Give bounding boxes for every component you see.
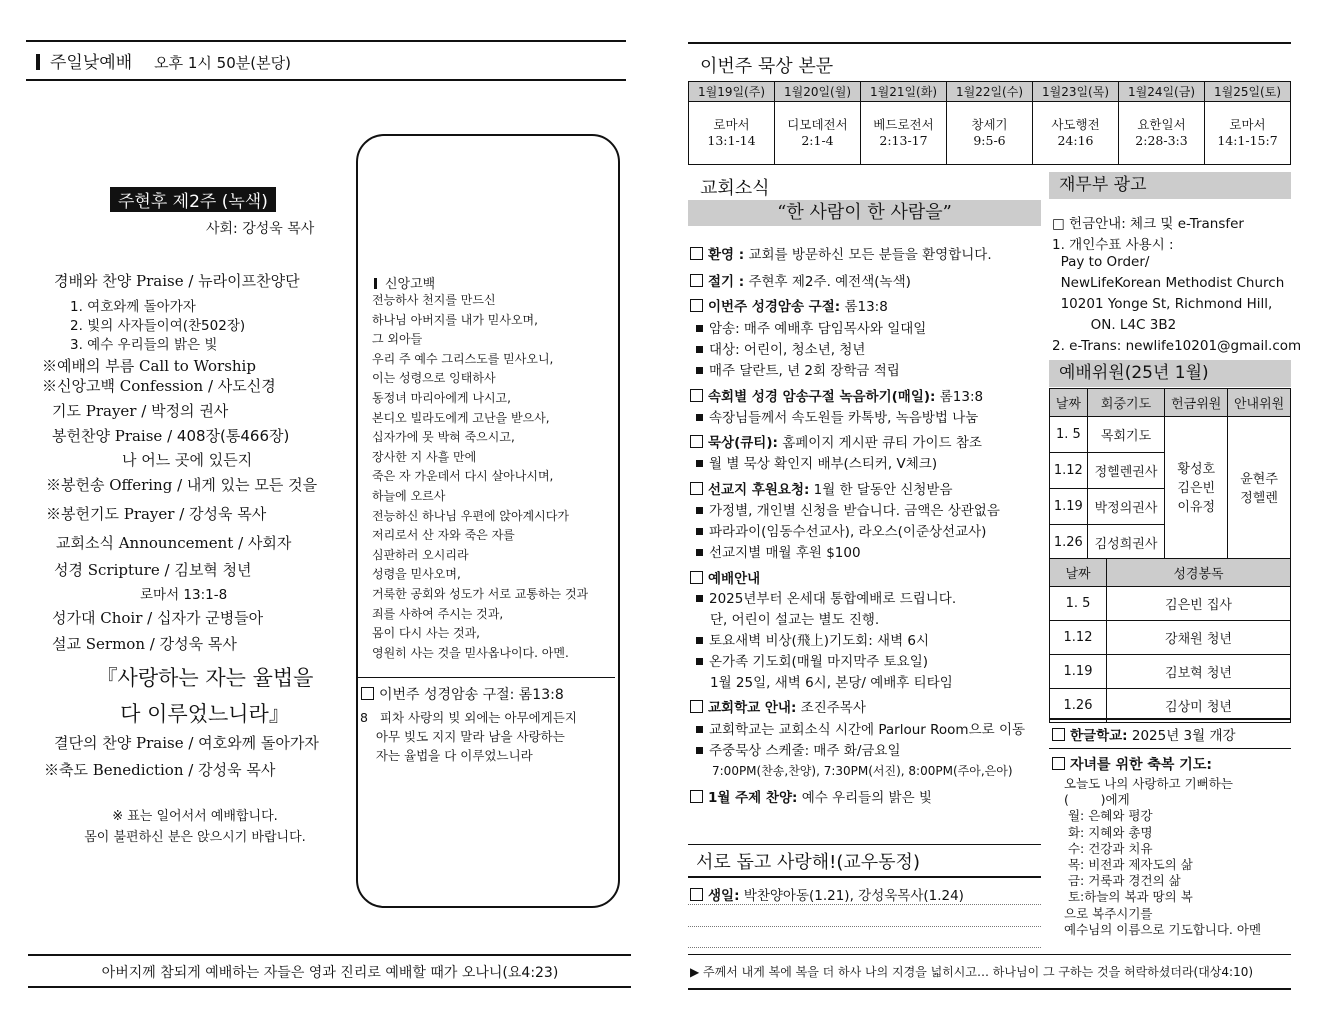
meditation-book: 베드로전서 [873,117,934,132]
header-rule [26,79,626,81]
checkbox-icon [690,790,703,803]
reader-date: 1.12 [1050,621,1107,655]
dotted-line [688,947,1041,948]
finance-line: 1. 개인수표 사용시 : [1052,237,1174,253]
prayer-title: 자녀를 위한 축복 기도: [1052,754,1212,774]
news-item: 절기 : 주현후 제2주. 예전색(녹색) [690,270,911,290]
meditation-verse: 2:28-3:3 [1135,133,1188,148]
news-item: 이번주 성경암송 구절: 롬13:8 [690,295,888,315]
verse-line: 8 피차 사랑의 빚 외에는 아무에게든지 [360,710,577,725]
presider: 사회: 강성욱 목사 [206,221,315,237]
reader-name: 김보혁 청년 [1107,655,1291,689]
meditation-day: 1월21일(화) [861,82,947,102]
bullet-icon [696,658,703,665]
order-item: 기도 Prayer / 박정의 권사 [52,402,229,420]
meditation-book: 사도행전 [1051,117,1100,132]
prayer-line: ( )에게 [1064,792,1130,808]
news-sub: 암송: 매주 예배후 담임목사와 일대일 [690,317,926,337]
finance-line: 2. e-Trans: newlife10201@gmail.com [1052,338,1302,354]
finance-line: ON. L4C 3B2 [1052,317,1177,333]
creed-line: 심판하러 오시리라 [372,547,469,562]
order-item: ※봉헌송 Offering / 내게 있는 모든 것을 [46,476,318,494]
stand-note-line: 몸이 불편하신 분은 앉으시기 바랍니다. [84,830,306,845]
meditation-day: 1월25일(토) [1205,82,1291,102]
meditation-title: 이번주 묵상 본문 [700,56,834,77]
creed-line: 저리로서 산 자와 죽은 자를 [372,528,515,543]
staff-header: 회중기도 [1087,389,1165,417]
meditation-ref [689,102,775,165]
order-item: 교회소식 Announcement / 사회자 [56,534,292,552]
reader-name: 김은빈 집사 [1107,587,1291,621]
staff-header: 헌금위원 [1165,389,1228,417]
checkbox-icon [690,299,703,312]
order-item: 경배와 찬양 Praise / 뉴라이프찬양단 [54,272,300,290]
prayer-text [1064,776,1294,938]
creed-line: 우리 주 예수 그리스도를 믿사오니, [372,351,554,366]
checkbox-icon [690,435,703,448]
reader-name: 김상미 청년 [1107,689,1291,723]
news-sub: 토요새벽 비상(飛上)기도회: 새벽 6시 [690,629,929,649]
prayer-line: 수: 건강과 치유 [1064,840,1153,856]
creed-bar [374,278,377,289]
fellowship-title: 서로 돕고 사랑해!(교우동정) [696,852,920,873]
bullet-icon [696,726,703,733]
hangul-school: 한글학교: 2025년 3월 개강 [1052,724,1236,744]
meditation-ref [775,102,861,165]
prayer-line: 토:하늘의 복과 땅의 복 [1064,889,1193,905]
reader-name: 강채원 청년 [1107,621,1291,655]
news-sub: 매주 달란트, 년 2회 장학금 적립 [690,359,900,379]
fellowship-rule-top [688,844,1041,845]
meditation-verse: 14:1-15:7 [1217,133,1278,148]
creed-line: 동정녀 마리아에게 나시고, [372,390,511,405]
meditation-day: 1월20일(월) [775,82,861,102]
news-sub: 파라과이(임동수선교사), 라오스(이준상선교사) [690,520,986,540]
staff-date: 1.26 [1050,525,1088,561]
staff-prayer: 목회기도 [1087,417,1165,453]
worship-header [36,48,291,73]
news-item: 1월 주제 찬양: 예수 우리들의 밝은 빛 [690,786,932,806]
news-item: 속회별 성경 암송구절 녹음하기(매일): 롬13:8 [690,385,983,405]
order-item: 2. 빛의 사자들이여(찬502장) [70,318,246,334]
meditation-verse: 13:1-14 [707,133,756,148]
bullet-icon [696,549,703,556]
order-item: 설교 Sermon / 강성욱 목사 [52,635,237,653]
creed-line: 그 외아들 [372,332,423,347]
creed-line: 몸이 다시 사는 것과, [372,626,480,641]
worship-title: 주일낮예배 [50,53,133,73]
meditation-day: 1월24일(금) [1119,82,1205,102]
prayer-line: 목: 비전과 제자도의 삶 [1064,857,1193,873]
staff-table [1049,388,1291,561]
order-item: 1. 여호와께 돌아가자 [70,299,196,315]
order-item: 성가대 Choir / 십자가 군병들아 [52,609,264,627]
news-item: 교회학교 안내: 조진주목사 [690,696,866,716]
staff-header: 안내위원 [1228,389,1291,417]
meditation-book: 디모데전서 [787,117,848,132]
footer-rule-top [28,954,631,956]
finance-line: NewLifeKorean Methodist Church [1052,275,1285,291]
news-sub: 단, 어린이 설교는 별도 진행. [710,612,880,628]
checkbox-icon [690,571,703,584]
order-item: ※축도 Benediction / 강성욱 목사 [44,761,276,779]
creed-line: 전능하사 천지를 만드신 [372,293,496,307]
finance-line: □ 헌금안내: 체크 및 e-Transfer [1052,216,1244,232]
creed-line: 십자가에 못 박혀 죽으시고, [372,430,515,445]
bullet-icon [696,747,703,754]
order-item: ※봉헌기도 Prayer / 강성욱 목사 [46,505,267,523]
creed-title: 신앙고백 [374,273,435,292]
order-item: 성경 Scripture / 김보혁 청년 [54,561,252,579]
staff-header: 날짜 [1050,389,1088,417]
news-sub: 대상: 어린이, 청소년, 청년 [690,338,865,358]
stand-note-line: ※ 표는 일어서서 예배합니다. [112,809,278,824]
worship-time: 오후 1시 50분(본당) [154,54,291,72]
staff-date: 1. 5 [1050,417,1088,453]
checkbox-icon [690,888,703,901]
staff-prayer: 정헬렌권사 [1087,453,1165,489]
checkbox-icon [1052,757,1065,770]
meditation-day: 1월23일(목) [1033,82,1119,102]
checkbox-icon [361,687,374,700]
bullet-icon [696,325,703,332]
news-sub: 가정별, 개인별 신청을 받습니다. 금액은 상관없음 [690,499,1000,519]
prayer-line: 화: 지혜와 총명 [1064,824,1153,840]
news-sub: 월 별 묵상 확인지 배부(스티커, V체크) [690,452,937,472]
bullet-icon [696,507,703,514]
birthday: 생일: 박찬양아동(1.21), 강성욱목사(1.24) [690,884,964,904]
news-sub: 속장님들께서 속도원들 카톡방, 녹음방법 나눔 [690,406,978,426]
news-title: 교회소식 [700,178,770,199]
prayer-line: 으로 복주시기를 [1064,905,1153,921]
prayer-line: 예수님의 이름으로 기도합니다. 아멘 [1064,921,1262,937]
season-badge: 주현후 제2주 (녹색) [110,187,276,212]
creed-text [372,291,612,663]
right-footer-rule-top [688,954,1291,955]
checkbox-icon [690,482,703,495]
meditation-book: 로마서 [713,117,750,132]
meditation-day: 1월19일(주) [689,82,775,102]
meditation-verse: 2:1-4 [801,133,834,148]
sermon-title-line: 『사랑하는 자는 율법을 [96,666,314,690]
news-sub: 2025년부터 온세대 통합예배로 드립니다. [690,587,956,607]
readers-header: 성경봉독 [1107,559,1291,587]
news-item: 예배안내 [690,567,760,587]
readers-table [1049,558,1291,723]
prayer-line: 금: 거룩과 경건의 삶 [1064,873,1181,889]
creed-line: 본디오 빌라도에게 고난을 받으사, [372,410,550,425]
creed-divider [357,677,615,678]
creed-line: 죽은 자 가운데서 다시 살아나시며, [372,469,554,484]
news-sub: 주중묵상 스케줄: 매주 화/금요일 [690,739,901,759]
creed-line: 영원히 사는 것을 믿사옵나이다. 아멘. [372,645,569,660]
stand-note [40,806,350,848]
news-item: 묵상(큐티): 홈페이지 게시판 큐티 가이드 참조 [690,431,982,451]
bullet-icon [696,528,703,535]
order-item: 로마서 13:1-8 [140,587,228,603]
staff-date: 1.12 [1050,453,1088,489]
creed-line: 장사한 지 사흘 만에 [372,449,477,464]
creed-line: 하나님 아버지를 내가 믿사오며, [372,312,538,327]
reader-date: 1.26 [1050,689,1107,723]
creed-line: 거룩한 공회와 성도가 서로 교통하는 것과 [372,586,589,601]
news-sub: 교회학교는 교회소식 시간에 Parlour Room으로 이동 [690,718,1025,738]
creed-line: 전능하신 하나님 우편에 앉아계시다가 [372,508,569,523]
creed-line: 성령을 믿사오며, [372,567,461,582]
verse-text [360,708,610,765]
meditation-ref [947,102,1033,165]
dotted-line [688,904,1041,905]
sermon-title-line: 다 이루었느니라』 [120,702,290,726]
checkbox-icon [1052,728,1065,741]
finance-line: Pay to Order/ [1052,254,1150,270]
footer-rule-bottom [28,986,631,988]
right-footer-rule-bottom [688,988,1291,990]
bullet-icon [696,460,703,467]
right-top-rule [688,42,1291,44]
footer-verse-right: ▶ 주께서 내게 복에 복을 더 하사 나의 지경을 넓히시고… 하나님이 그 구하는 것을 허락하셨더라(대상4:10) [690,965,1254,979]
staff-prayer: 김성희권사 [1087,525,1165,561]
bullet-icon [696,414,703,421]
verse-line: 아무 빚도 지지 말라 남을 사랑하는 [360,729,565,744]
meditation-day: 1월22일(수) [947,82,1033,102]
news-item: 선교지 후원요청: 1월 한 달동안 신청받음 [690,478,953,498]
reader-date: 1. 5 [1050,587,1107,621]
top-rule [26,40,626,42]
offering-team: 황성호 김은빈 이유정 [1165,417,1228,561]
staff-prayer: 박정의권사 [1087,489,1165,525]
order-item: 결단의 찬양 Praise / 여호와께 돌아가자 [54,734,319,752]
news-sub: 7:00PM(찬송,찬양), 7:30PM(서진), 8:00PM(주아,은아) [712,764,1013,778]
bullet-icon [696,346,703,353]
checkbox-icon [690,700,703,713]
checkbox-icon [690,247,703,260]
bullet-icon [696,637,703,644]
news-item: 환영 : 교회를 방문하신 모든 분들을 환영합니다. [690,243,992,263]
verse-title: 이번주 성경암송 구절: 롬13:8 [361,684,564,704]
order-item: ※예배의 부름 Call to Worship [42,357,256,375]
meditation-book: 창세기 [971,117,1008,132]
hangul-rule [1049,718,1291,720]
header-bar [36,54,40,70]
checkbox-icon [690,274,703,287]
bullet-icon [696,367,703,374]
finance-line: 10201 Yonge St, Richmond Hill, [1052,296,1273,312]
checkbox-icon [690,389,703,402]
creed-line: 하늘에 오르사 [372,488,446,503]
news-sub: 1월 25일, 새벽 6시, 본당/ 예배후 티타임 [710,675,953,691]
staff-date: 1.19 [1050,489,1088,525]
finance-title: 재무부 광고 [1049,172,1291,199]
sermon-title [60,660,350,732]
order-item: 3. 예수 우리들의 밝은 빛 [70,337,218,353]
footer-verse: 아버지께 참되게 예배하는 자들은 영과 진리로 예배할 때가 오나니(요4:23) [101,965,559,981]
news-sub: 온가족 기도회(매월 마지막주 토요일) [690,650,928,670]
meditation-ref [1205,102,1291,165]
prayer-line: 월: 은혜와 평강 [1064,808,1153,824]
reader-date: 1.19 [1050,655,1107,689]
meditation-verse: 2:13-17 [879,133,928,148]
bullet-icon [696,595,703,602]
meditation-book: 로마서 [1229,117,1266,132]
readers-header: 날짜 [1050,559,1107,587]
news-theme: “한 사람이 한 사람을” [688,200,1041,226]
news-sub: 선교지별 매월 후원 $100 [690,541,861,561]
prayer-rule [1049,748,1291,749]
meditation-ref [1119,102,1205,165]
meditation-ref [1033,102,1119,165]
order-item: 나 어느 곳에 있든지 [122,451,253,469]
prayer-line: 오늘도 나의 사랑하고 기뻐하는 [1064,776,1233,791]
order-item: 봉헌찬양 Praise / 408장(통466장) [52,427,290,445]
usher-team: 윤현주 정헬렌 [1228,417,1291,561]
creed-line: 죄를 사하여 주시는 것과, [372,606,504,621]
meditation-verse: 9:5-6 [973,133,1006,148]
creed-line: 이는 성령으로 잉태하사 [372,371,496,386]
meditation-book: 요한일서 [1137,117,1186,132]
staff-title: 예배위원(25년 1월) [1049,360,1291,387]
order-item: ※신앙고백 Confession / 사도신경 [42,377,276,395]
meditation-table [688,81,1291,165]
meditation-verse: 24:16 [1057,133,1094,148]
fellowship-rule [688,876,1041,878]
dotted-line [688,926,1041,927]
meditation-ref [861,102,947,165]
verse-line: 자는 율법을 다 이루었느니라 [360,748,533,763]
